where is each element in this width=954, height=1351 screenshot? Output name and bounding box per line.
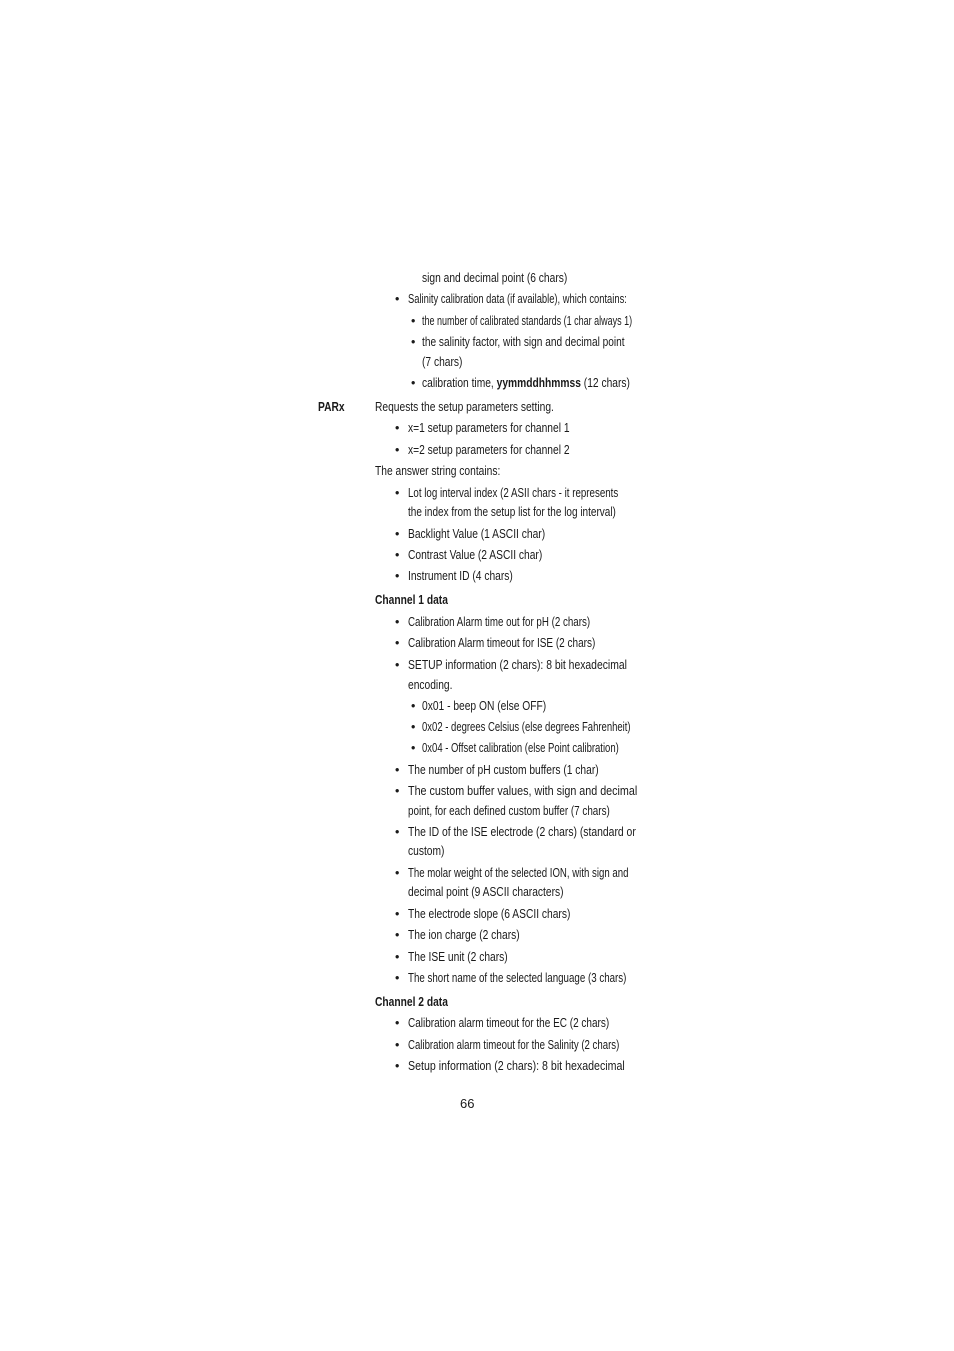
bullet: • [395, 569, 400, 583]
bullet: • [411, 335, 416, 349]
section-heading: Channel 1 data [375, 593, 448, 607]
list-item: decimal point (9 ASCII characters) [408, 885, 564, 899]
list-item: The number of pH custom buffers (1 char) [408, 763, 599, 777]
bullet: • [395, 763, 400, 777]
bullet: • [395, 784, 400, 798]
list-item: Backlight Value (1 ASCII char) [408, 527, 546, 541]
bullet: • [395, 658, 400, 672]
list-item: point, for each defined custom buffer (7 chars) [408, 804, 610, 818]
bullet: • [395, 548, 400, 562]
bullet: • [395, 950, 400, 964]
list-item: The ID of the ISE electrode (2 chars) (standard or [408, 825, 636, 839]
list-item: Lot log interval index (2 ASII chars - it represents [408, 486, 619, 500]
bullet: • [395, 486, 400, 500]
list-item: x=2 setup parameters for channel 2 [408, 443, 570, 457]
bullet: • [395, 1038, 400, 1052]
list-item: Calibration Alarm time out for pH (2 chars) [408, 615, 591, 629]
list-item: Contrast Value (2 ASCII char) [408, 548, 543, 562]
bullet: • [395, 971, 400, 985]
list-item: encoding. [408, 678, 453, 692]
bullet: • [395, 907, 400, 921]
text-run: calibration time, [422, 376, 497, 390]
list-item: The ISE unit (2 chars) [408, 950, 508, 964]
text-line: The answer string contains: [375, 464, 501, 478]
bullet: • [411, 720, 416, 734]
text-run: (12 chars) [580, 376, 630, 390]
bullet: • [395, 527, 400, 541]
list-item: the number of calibrated standards (1 char always 1) [422, 314, 633, 328]
page-number: 66 [460, 1096, 475, 1111]
list-item [422, 375, 630, 391]
bullet: • [395, 421, 400, 435]
bullet: • [395, 1059, 400, 1073]
list-item: 0x01 - beep ON (else OFF) [422, 699, 547, 713]
list-item: Instrument ID (4 chars) [408, 569, 513, 583]
bullet: • [411, 376, 416, 390]
list-item: Calibration Alarm timeout for ISE (2 chars) [408, 636, 596, 650]
list-item: the index from the setup list for the log interval) [408, 505, 616, 519]
list-item: 0x02 - degrees Celsius (else degrees Fahrenheit) [422, 720, 631, 734]
list-item: Setup information (2 chars): 8 bit hexadecimal [408, 1059, 625, 1073]
list-item: The ion charge (2 chars) [408, 928, 520, 942]
bullet: • [395, 636, 400, 650]
bullet: • [395, 825, 400, 839]
list-item: x=1 setup parameters for channel 1 [408, 421, 570, 435]
list-item: 0x04 - Offset calibration (else Point calibration) [422, 741, 619, 755]
command-name: PARx [318, 400, 345, 414]
bullet: • [411, 314, 416, 328]
text-line: sign and decimal point (6 chars) [422, 271, 568, 285]
bullet: • [395, 928, 400, 942]
bullet: • [411, 699, 416, 713]
list-item: The custom buffer values, with sign and decimal [408, 784, 638, 798]
list-item: The electrode slope (6 ASCII chars) [408, 907, 571, 921]
command-description: Requests the setup parameters setting. [375, 400, 554, 414]
list-item: The short name of the selected language (3 chars) [408, 971, 627, 985]
list-item: Salinity calibration data (if available), which contains: [408, 292, 627, 306]
bullet: • [395, 292, 400, 306]
list-item: SETUP information (2 chars): 8 bit hexadecimal [408, 658, 627, 672]
list-item: the salinity factor, with sign and decimal point [422, 335, 625, 349]
bullet: • [395, 615, 400, 629]
list-item: Calibration alarm timeout for the Salinity (2 chars) [408, 1038, 620, 1052]
section-heading: Channel 2 data [375, 995, 448, 1009]
bullet: • [395, 866, 400, 880]
list-item: (7 chars) [422, 355, 463, 369]
bullet: • [411, 741, 416, 755]
time-format: yymmddhhmmss [496, 376, 581, 390]
list-item: Calibration alarm timeout for the EC (2 chars) [408, 1016, 610, 1030]
bullet: • [395, 1016, 400, 1030]
list-item: The molar weight of the selected ION, with sign and [408, 866, 629, 880]
list-item: custom) [408, 844, 445, 858]
bullet: • [395, 443, 400, 457]
